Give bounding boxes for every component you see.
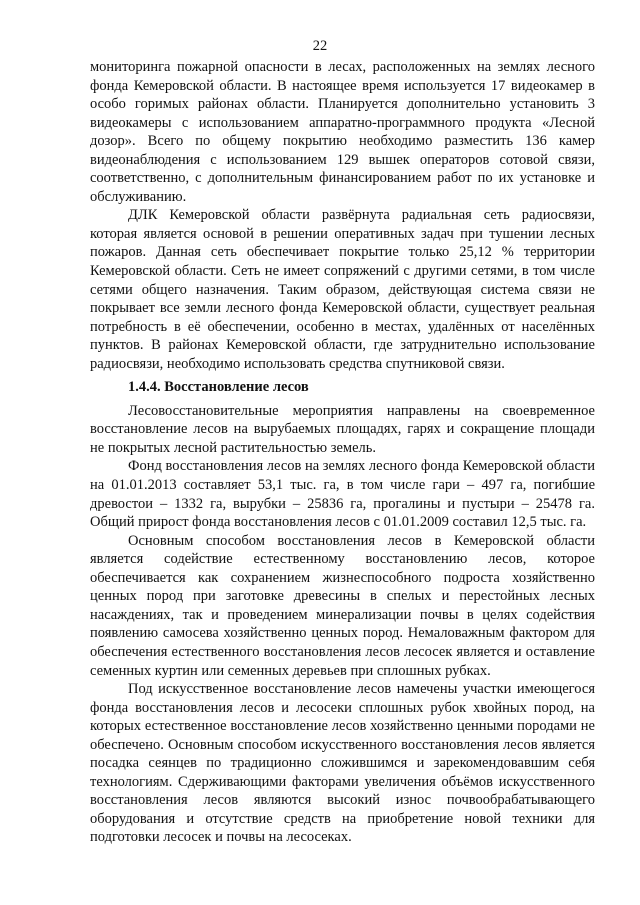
paragraph-reforestation-purpose: Лесовосстановительные мероприятия направлены на своевременное восстановление лесов на вырубаемых площадях, гарях и сокращение площади не покрытых лесной растительностью земель. (90, 402, 595, 456)
paragraph-reforestation-fund: Фонд восстановления лесов на землях лесного фонда Кемеровской области на 01.01.2013 составляет 53,1 тыс. га, в том числе гари – 497 га, погибшие древостои – 1332 га, вырубки – 25836 га, прогалины и пустыри – 25478 га. Общий прирост фонда восстановления лесов с 01.01.2009 составил 12,5 тыс. га. (90, 458, 595, 531)
paragraph-natural-regeneration: Основным способом восстановления лесов в Кемеровской области является содействие естественному восстановлению лесов, которое обеспечивается как сохранением жизнеспособного подроста хозяйственно ценных пород при заготовке древесины в спелых и перестойных лесных насаждениях, так и проведением минерализации почвы в целях содействия появлению самосева хозяйственно ценных пород. Немаловажным фактором для обеспечения естественного восстановления лесов лесосек является и оставление семенных куртин или семенных деревьев при сплошных рубках. (90, 532, 595, 679)
document-body (90, 58, 595, 847)
page-number: 22 (312, 38, 328, 54)
paragraph-monitoring: мониторинга пожарной опасности в лесах, расположенных на землях лесного фонда Кемеровской области. В настоящее время используется 17 видеокамер в особо горимых районах области. Планируется дополнительно установить 3 видеокамеры с использованием аппаратно-программного продукта «Лесной дозор». Всего по общему покрытию необходимо разместить 136 камер видеонаблюдения с использованием 129 вышек операторов сотовой связи, соответственно, с дополнительным финансированием работ по их установке и обслуживанию. (90, 59, 595, 205)
paragraph-artificial-regeneration: Под искусственное восстановление лесов намечены участки имеющегося фонда восстановления лесов и лесосеки сплошных рубок хвойных пород, на которых естественное восстановление лесов хозяйственно ценными породами не обеспечено. Основным способом искусственного восстановления лесов является посадка сеянцев по традиционно сложившимся и зарекомендовавшим себя технологиям. Сдерживающими факторами увеличения объёмов искусственного восстановления лесов являются высокий износ почвообрабатывающего оборудования и отсутствие средств на приобретение новой техники для подготовки лесосек и почвы на лесосеках. (90, 681, 595, 846)
section-heading: 1.4.4. Восстановление лесов (128, 379, 309, 396)
paragraph-radio-network: ДЛК Кемеровской области развёрнута радиальная сеть радиосвязи, которая является основой в решении оперативных задач при тушении лесных пожаров. Данная сеть обеспечивает покрытие только 25,12 % территории Кемеровской области. Сеть не имеет сопряжений с другими сетями, в том числе сетями общего назначения. Таким образом, действующая система связи не покрывает все земли лесного фонда Кемеровской области, существует реальная потребность в её обеспечении, особенно в местах, удалённых от населённых пунктов. В районах Кемеровской области, где затруднительно использование радиосвязи, необходимо использовать средства спутниковой связи. (90, 207, 595, 372)
